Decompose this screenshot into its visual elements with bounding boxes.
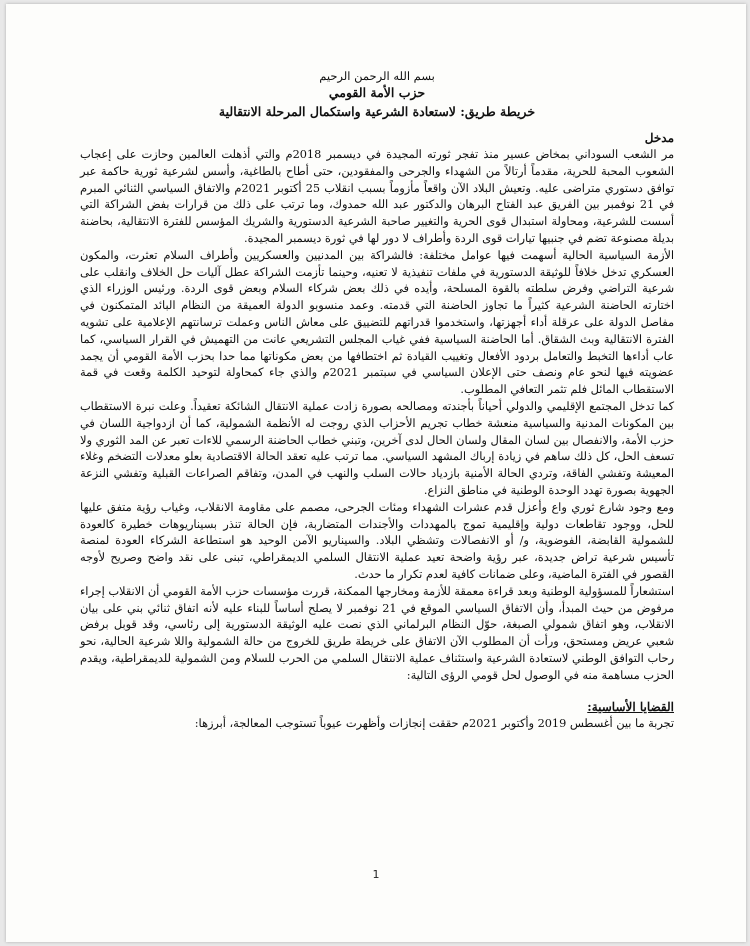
paragraph-1: مر الشعب السوداني بمخاض عسير منذ تفجر ثورته المجيدة في ديسمبر 2018م والتي أذهلت العالمين وحازت على إعجاب الشعوب المحبة للحرية، مقدماً أرتالاً من الشهداء والجرحى والمفقودين، حتى أطاح بالطاغية، وأسس لشرعية ثورية حاكمة عبر توافق دستوري متراضى عليه. وتعيش البلاد الآن واقعاً مأزوماً بسبب انقلاب 25 أكتوبر 2021م والاتفاق السياسي الثنائي المبرم في 21 نوفمبر بين الفريق عبد الفتاح البرهان والدكتور عبد الله حمدوك، وما ترتب على ذلك من قرارات بفض الشراكة التي أسست للشرعية، ومحاولة استبدال قوى الحرية والتغيير صاحبة الشرعية الدستورية والشريك المؤسس للفترة الانتقالية، بحاضنة بديلة مصنوعة تضم في جنبيها تيارات قوى الردة وأطراف لا دور لها في ثورة ديسمبر المجيدة. bbox=[80, 148, 674, 245]
paragraph-3: كما تدخل المجتمع الإقليمي والدولي أحياناً بأجندته ومصالحه بصورة زادت عملية الانتقال الشائكة تعقيداً. وعلت نبرة الاستقطاب بين المكونات المدنية والسياسية منعشة خطاب تجريم الأحزاب الذي روجت له الأنظمة الشمولية، كما أن ازدواجية اللسان في حزب الأمة، والانفصال بين لسان المقال ولسان الحال لدى آخرين، وتبني خطاب الحاضنة الرسمي للاءات تعبر عن المد الثوري ولا تسعف الحل، كل ذلك ساهم في زيادة إرباك المشهد السياسي. مما ترتب عليه تعقد الحالة الاقتصادية بعلو معدلات التضخم وغلاء المعيشة وتفشي الفاقة، وتردي الحالة الأمنية بازدياد حالات السلب والنهب في المدن، وتفاقم الصراعات القبلية وتفشي النزعة الجهوية بصورة تهدد الوحدة الوطنية في مناطق النزاع. bbox=[80, 399, 674, 497]
page-number: 1 bbox=[372, 868, 380, 881]
basmala: بسم الله الرحمن الرحيم bbox=[319, 69, 435, 83]
paragraph-2: الأزمة السياسية الحالية أسهمت فيها عوامل مختلفة: فالشراكة بين المدنيين والعسكريين وأطراف السلام تعثرت، والمكون العسكري تدخل خلافاً للوثيقة الدستورية في ملفات تنفيذية لا تعنيه، وحينما تأزمت الشراكة عطل آليات حل الخلاف وانقلب على شرعية التراضي وفرض سلطته بالقوة المسلحة، وأيده في ذلك بعض شركاء السلام وبعض قوى الردة. ورئيس الوزراء الذي اختارته الحاضنة الشرعية كثيراً ما تجاوز الحاضنة التي قدمته. وعمد منسوبو الدولة العميقة من النظام البائد المتمكنون في مفاصل الدولة على عرقلة أداء أجهزتها، واستخدموا قدراتهم للتضييق على معاش الناس وعملت ترسانتهم الإعلامية على تشويه الفترة الانتقالية وبث الشقاق. أما الحاضنة السياسية ففي غياب المجلس التشريعي عانت من التهميش في القرار السياسي، كما عاب أداءها التخبط والتعامل بردود الأفعال وتغييب القيادة ثم اختطافها من بعض مكوناتها مما حدا بحزب الأمة القومي أن يجمد عضويته فيها لنحو عام ونصف حتى الإعلان السياسي في سبتمبر 2021م والذي جاء كمحاولة لتوحيد الكلمة وقعت في قمة الاستقطاب المائل فلم تثمر التعافي المطلوب. bbox=[80, 248, 674, 397]
intro-heading: مدخل bbox=[644, 131, 674, 145]
paragraph-4: ومع وجود شارع ثوري واع وأعزل قدم عشرات الشهداء ومئات الجرحى، مصمم على مقاومة الانقلاب، وغياب رؤية متفق عليها للحل، ووجود تقاطعات دولية وإقليمية تموج بالمهددات والأجندات المتضاربة، فإن الحالة تنذر بسيناريوهات خطيرة كالعودة للشمولية القابضة، الفوضوية، و/ أو الانفصالات وتشظي البلاد. والسيناريو الآمن الوحيد هو استطاعة الشركاء العودة لمنصة تأسيس شرعية تراض جديدة، عبر رؤية واضحة تعيد عملية الانتقال السلمي الديمقراطي، تبنى على نقد واضح وصريح لأوجه القصور في الفترة الماضية، وعلى ضمانات كافية لعدم تكرار ما حدث. bbox=[80, 500, 674, 581]
party-name: حزب الأمة القومي bbox=[328, 85, 426, 100]
document-body bbox=[80, 68, 674, 732]
paragraph-5: استشعاراً للمسؤولية الوطنية وبعد قراءة معمقة للأزمة ومخارجها الممكنة، قررت مؤسسات حزب الأمة القومي أن الانقلاب إجراء مرفوض من حيث المبدأ، وأن الاتفاق السياسي الموقع في 21 نوفمبر لا يصلح أساساً للبناء عليه لأنه اتفاق ثنائي بني على بيان الانقلاب، وهو اتفاق شمولي الصبغة، حوّل النظام البرلماني الذي نصت عليه الوثيقة الدستورية إلى رئاسي، وقد قوبل برفض شعبي عريض ومستحق، ورأت أن المطلوب الآن الاتفاق على خريطة طريق للخروج من حالة الشمولية واللا شرعية الحالية، نحو رحاب التوافق الوطني لاستعادة الشرعية واستئناف عملية الانتقال السلمي من الحرب للسلام ومن الشمولية للديمقراطية، ويقدم الحزب مساهمة منه في الوصول لحل قومي الرؤى التالية: bbox=[80, 584, 674, 682]
document-title: خريطة طريق: لاستعادة الشرعية واستكمال المرحلة الانتقالية bbox=[218, 104, 536, 119]
section-heading: القضايا الأساسية: bbox=[587, 699, 674, 714]
section-intro: تجربة ما بين أغسطس 2019 وأكتوبر 2021م حققت إنجازات وأظهرت عيوباً تستوجب المعالجة، أبرزها: bbox=[194, 716, 674, 730]
document-page bbox=[6, 4, 746, 942]
